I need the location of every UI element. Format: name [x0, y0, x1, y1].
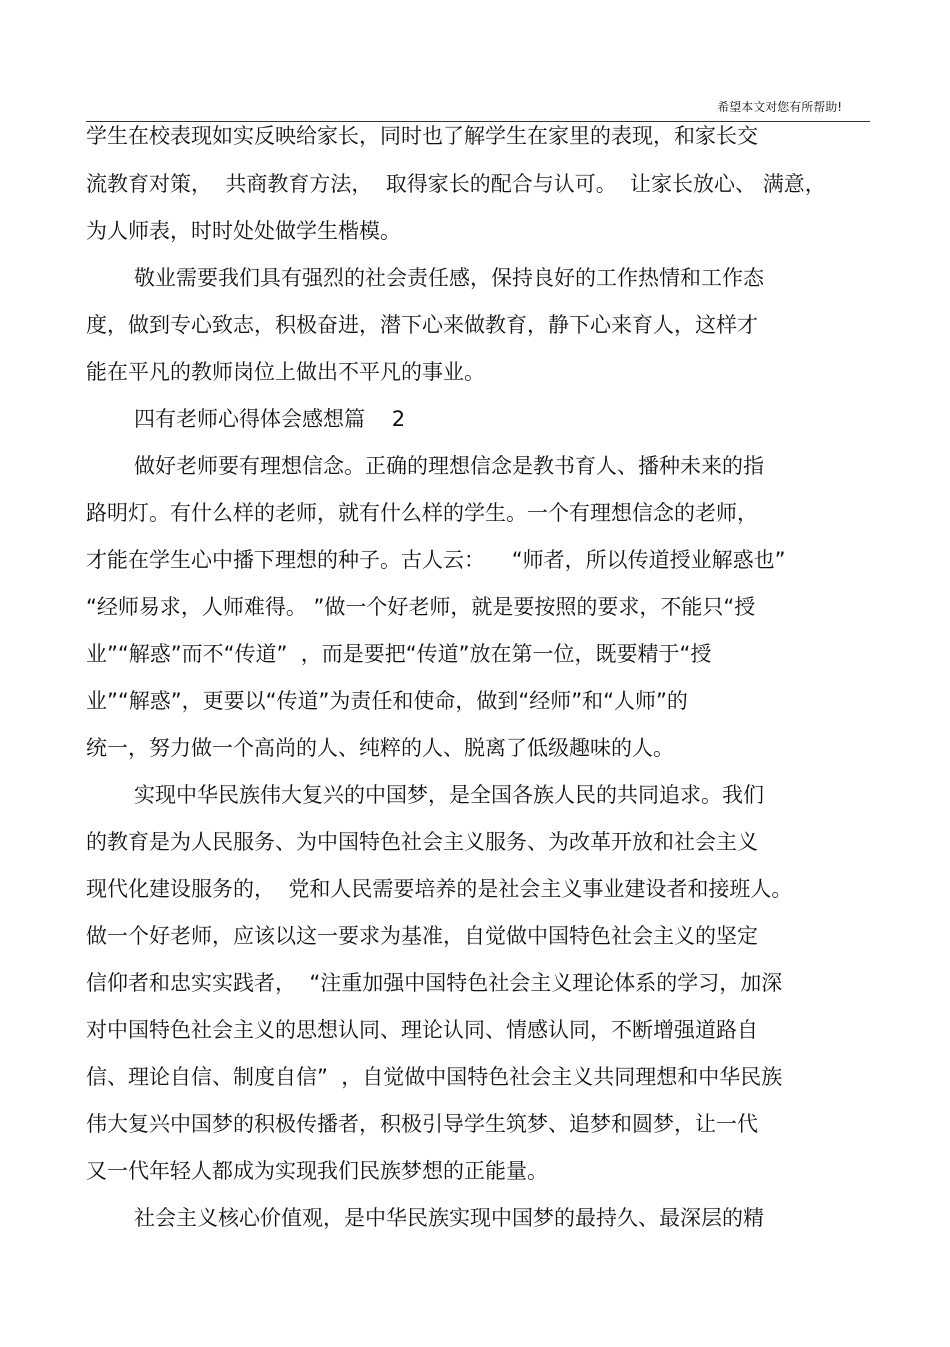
text-line: 实现中华民族伟大复兴的中国梦，是全国各族人民的共同追求。我们	[134, 783, 764, 807]
text-line: 信仰者和忠实实践者， “注重加强中国特色社会主义理论体系的学习，加深	[86, 971, 783, 995]
text-line: “经师易求，人师难得。 ”做一个好老师，就是要按照的要求，不能只“授	[86, 595, 756, 619]
text-line: 能在平凡的教师岗位上做出不平凡的事业。	[86, 360, 485, 384]
text-line: 路明灯。有什么样的老师，就有什么样的学生。一个有理想信念的老师，	[86, 501, 758, 525]
text-line: 社会主义核心价值观，是中华民族实现中国梦的最持久、最深层的精	[134, 1206, 764, 1230]
text-line: 对中国特色社会主义的思想认同、理论认同、情感认同，不断增强道路自	[86, 1018, 758, 1042]
text-line: 流教育对策， 共商教育方法， 取得家长的配合与认可。 让家长放心、 满意，	[86, 172, 826, 196]
text-line: 的教育是为人民服务、为中国特色社会主义服务、为改革开放和社会主义	[86, 830, 758, 854]
text-line: 业”“解惑”，更要以“传道”为责任和使命，做到“经师”和“人师”的	[86, 689, 688, 713]
header-note: 希望本文对您有所帮助!	[717, 100, 842, 114]
text-line: 学生在校表现如实反映给家长，同时也了解学生在家里的表现，和家长交	[86, 124, 758, 148]
text-line: 信、理论自信、制度自信” ，自觉做中国特色社会主义共同理想和中华民族	[86, 1065, 783, 1089]
text-line: 业”“解惑”而不“传道” ，而是要把“传道”放在第一位，既要精于“授	[86, 642, 712, 666]
text-line: 敬业需要我们具有强烈的社会责任感，保持良好的工作热情和工作态	[134, 266, 764, 290]
text-line: 为人师表，时时处处做学生楷模。	[86, 219, 401, 243]
text-line: 度，做到专心致志，积极奋进，潜下心来做教育，静下心来育人，这样才	[86, 313, 758, 337]
text-line: 统一，努力做一个高尚的人、纯粹的人、脱离了低级趣味的人。	[86, 736, 674, 760]
text-line: 现代化建设服务的， 党和人民需要培养的是社会主义事业建设者和接班人。	[86, 877, 793, 901]
header-rule	[86, 121, 870, 122]
text-line: 才能在学生心中播下理想的种子。古人云： “师者，所以传道授业解惑也”	[86, 548, 786, 572]
section-heading: 四有老师心得体会感想篇 2	[134, 407, 406, 431]
text-line: 做一个好老师，应该以这一要求为基准，自觉做中国特色社会主义的坚定	[86, 924, 758, 948]
text-line: 伟大复兴中国梦的积极传播者，积极引导学生筑梦、追梦和圆梦，让一代	[86, 1112, 758, 1136]
text-line: 做好老师要有理想信念。正确的理想信念是教书育人、播种未来的指	[134, 454, 764, 478]
text-line: 又一代年轻人都成为实现我们民族梦想的正能量。	[86, 1159, 548, 1183]
